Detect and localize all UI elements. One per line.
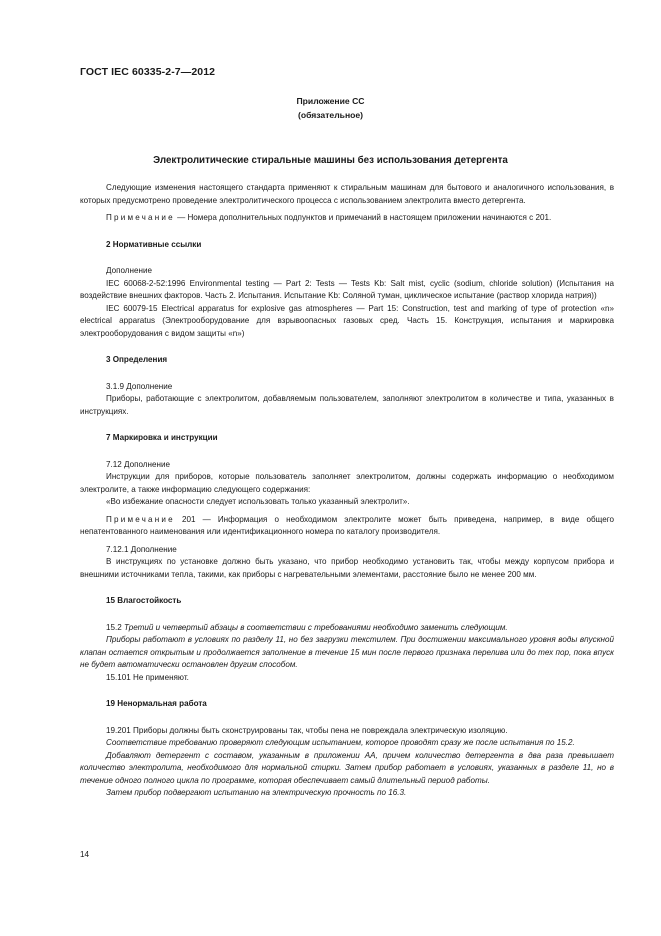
section-2-heading: 2 Нормативные ссылки <box>106 239 202 249</box>
section-7-12-1-sub: 7.12.1 Дополнение <box>106 544 177 554</box>
clause-text: Третий и четвертый абзацы в соответствии с требованиями необходимо заменить следующим. <box>124 622 508 632</box>
section-2-sub: Дополнение <box>106 266 152 275</box>
section-7-12-1-text: В инструкциях по установке должно быть указано, что прибор необходимо установить так, чтобы между корпусом прибора и внешними источниками тепла, такими, как приборы с нагревательными элементами, расстояние было не менее 200 мм. <box>80 557 614 579</box>
appendix-status: (обязательное) <box>297 110 364 120</box>
note-text: — Номера дополнительных подпунктов и примечаний в настоящем приложении начинаются с 201. <box>174 213 552 222</box>
section-15-heading: 15 Влагостойкость <box>106 596 182 605</box>
section-15-2 <box>80 622 614 635</box>
section-7-heading: 7 Маркировка и инструкции <box>106 433 218 442</box>
section-3-heading: 3 Определения <box>106 355 168 364</box>
intro-paragraph: Следующие изменения настоящего стандарта применяют к стиральным машинам для бытового и аналогичного использования, в которых предусмотрено проведение электролитического процесса с использованием электролита вместо детергента. <box>80 183 614 205</box>
section-7-note <box>80 514 614 539</box>
clause-number: 15.2 <box>106 622 122 632</box>
note-label: Примечание <box>106 514 175 524</box>
document-title: Электролитические стиральные машины без использования детергента <box>153 155 508 166</box>
section-15-text: Приборы работают в условиях по разделу 11, но без загрузки текстилем. При достижении максимального уровня воды впускной клапан остается открытым и продолжается заполнение в течение 15 мин после первого признака перелива или до тех пор, пока впуск не будет автоматически остановлен другим способом. <box>80 635 614 669</box>
section-7-sub: 7.12 Дополнение <box>106 459 170 469</box>
section-19-compliance: Соответствие требованию проверяют следующим испытанием, которое проводят сразу же после испытания по 15.2. <box>106 738 575 747</box>
note-label: Примечание <box>106 213 175 222</box>
section-19-strength: Затем прибор подвергают испытанию на электрическую прочность по 16.3. <box>106 788 407 797</box>
document-body <box>80 182 614 800</box>
section-19-201: 19.201 Приборы должны быть сконструированы так, чтобы пена не повреждала электрическую изоляцию. <box>106 725 508 735</box>
section-7-text: Инструкции для приборов, которые пользователь заполняет электролитом, должны содержать информацию о необходимом электролите, а также информацию следующего содержания: <box>80 472 614 494</box>
section-3-text: Приборы, работающие с электролитом, добавляемым пользователем, заполняют электролитом в количестве и типа, указанных в инструкциях. <box>80 394 614 416</box>
section-3-sub: 3.1.9 Дополнение <box>106 381 173 391</box>
page-number: 14 <box>80 850 90 859</box>
section-19-heading: 19 Ненормальная работа <box>106 699 207 708</box>
note-text: 201 — Информация о необходимом электролите может быть приведена, например, в виде общего непатентованного наименования или идентификационного номера по каталогу производителя. <box>80 514 614 536</box>
intro-note <box>80 212 614 225</box>
reference-iec-60068: IEC 60068-2-52:1996 Environmental testing — Part 2: Tests — Tests Kb: Salt mist, cyclic (sodium, chloride solution) (Испытания на воздействие внешних факторов. Часть 2. Испытания. Испытание Kb: Соляной туман, циклическое испытание (раствор хлорида натрия)) <box>80 278 614 300</box>
appendix-heading <box>0 94 661 122</box>
section-15-101: 15.101 Не применяют. <box>106 672 189 682</box>
standard-header: ГОСТ IEC 60335-2-7—2012 <box>80 66 216 78</box>
section-7-quote: «Во избежание опасности следует использовать только указанный электролит». <box>106 497 410 506</box>
reference-iec-60079: IEC 60079-15 Electrical apparatus for explosive gas atmospheres — Part 15: Construction, test and marking of type of protection «n» electrical apparatus (Электрооборудование для взрывоопасных газовых сред. Часть 15. Конструкция, испытания и маркировка электрооборудования с видом защиты «n») <box>80 303 614 338</box>
section-19-test: Добавляют детергент с составом, указанным в приложении АА, причем количество детергента в два раза превышает количество электролита, необходимого для нормальной стирки. Затем прибор работает в условиях, указанных в разделе 11, но в течение одного полного цикла по программе, которая обеспечивает самый длительный период работы. <box>80 750 614 785</box>
appendix-title: Приложение СС <box>296 96 365 106</box>
